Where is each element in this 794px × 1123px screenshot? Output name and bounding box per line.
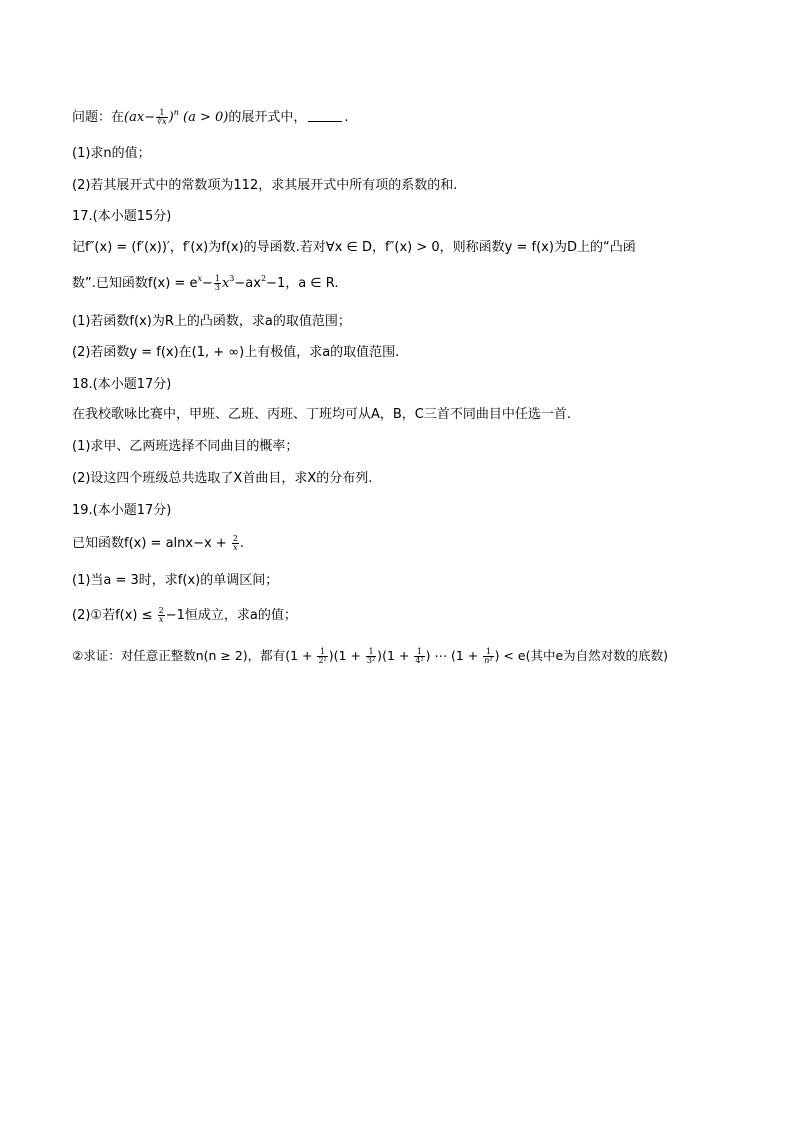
q19-term2-open: (1 + (333, 648, 365, 663)
q19-frac-den: x (233, 543, 238, 552)
q16-exponent: n (173, 108, 179, 117)
q17-line2-exp: x (197, 274, 202, 283)
q17-line2-e: −1，a ∈ R. (266, 276, 339, 291)
q19-term3-num: 1 (414, 648, 424, 657)
q17-line2-b: − (201, 276, 213, 291)
q19-fraction (232, 535, 239, 552)
q19-term2-close: ) (377, 648, 383, 663)
q17-line2-a: 数”.已知函数f(x) = e (72, 276, 198, 291)
q16-expr-end: ) (168, 110, 174, 125)
q16-part2: (2)若其展开式中的常数项为112，求其展开式中所有项的系数的和. (72, 178, 458, 193)
q19-term4-den: n² (484, 656, 493, 665)
q19-term3-fraction (414, 648, 424, 665)
q19-term2-fraction (366, 648, 376, 665)
q17-line2-exp2: 3 (229, 274, 235, 283)
q19-part3-prefix: ②求证：对任意正整数n(n ≥ 2)，都有 (72, 648, 286, 663)
q17-part1: (1)若函数f(x)为R上的凸函数，求a的取值范围； (72, 314, 351, 329)
q17-line2 (72, 274, 752, 292)
q19-part2-a: (2)①若f(x) ≤ (72, 608, 157, 623)
q19-term1-close: ) (328, 648, 334, 663)
q19-header: 19.(本小题17分) (72, 503, 172, 518)
q18-line1: 在我校歌咏比赛中，甲班、乙班、丙班、丁班均可从A，B，C三首不同曲目中任选一首. (72, 407, 572, 422)
q19-part3-end: < e(其中e为自然对数的底数) (499, 648, 669, 663)
q17-frac-den: 3 (214, 283, 220, 292)
q19-part3 (72, 648, 752, 665)
q18-part2: (2)设这四个班级总共选取了X首曲目，求X的分布列. (72, 471, 373, 486)
q17-line2-exp3: 2 (260, 274, 267, 283)
q16-answer-blank (308, 111, 342, 122)
q19-term3-close: ) (425, 648, 431, 663)
q19-term1-den: 2² (318, 656, 327, 665)
q19-dots: ⋯ (430, 648, 451, 663)
q19-term1-fraction (317, 648, 327, 665)
q18-part1: (1)求甲、乙两班选择不同曲目的概率； (72, 439, 299, 454)
q19-part1: (1)当a = 3时，求f(x)的单调区间； (72, 573, 279, 588)
q19-part2-frac-den: x (158, 615, 164, 624)
q19-frac-num: 2 (232, 534, 238, 543)
q16-problem-line (72, 108, 752, 126)
q19-part2-b: −1恒成立，求a的值； (165, 608, 297, 623)
q19-term1-open: (1 + (285, 648, 317, 663)
q19-term2-den: 3² (366, 656, 376, 665)
q16-frac-num: 1 (156, 109, 168, 118)
q17-line2-c: x (221, 276, 230, 291)
q17-line2-d: −ax (234, 276, 261, 291)
q16-fraction (156, 109, 168, 126)
q19-term4-fraction (483, 648, 493, 665)
q19-term4-close: ) (494, 648, 500, 663)
q16-problem-prefix: 问题：在 (72, 110, 125, 125)
q17-frac-num: 1 (214, 274, 220, 283)
q17-fraction (214, 275, 221, 292)
q16-frac-den: ∛x (157, 117, 167, 126)
q19-part2 (72, 607, 752, 624)
q19-term3-open: (1 + (382, 648, 414, 663)
q19-part2-fraction (158, 607, 165, 624)
q18-header: 18.(本小题17分) (72, 377, 172, 392)
q19-line1 (72, 535, 752, 552)
q19-part2-frac-num: 2 (158, 606, 164, 615)
q19-line1-a: 已知函数f(x) = alnx−x + (72, 536, 231, 551)
q16-period: . (344, 110, 349, 125)
q16-part1: (1)求n的值； (72, 146, 151, 161)
q16-condition: (a > 0) (178, 110, 229, 125)
q19-term2-num: 1 (366, 648, 376, 657)
q19-term3-den: 4² (415, 656, 424, 665)
q17-part2: (2)若函数y = f(x)在(1, + ∞)上有极值，求a的取值范围. (72, 345, 400, 360)
q17-line1: 记f″(x) = (f′(x))′，f′(x)为f(x)的导函数.若对∀x ∈ D，f″(x) > 0，则称函数y = f(x)为D上的“凸函 (72, 240, 636, 255)
q19-term4-open: (1 + (450, 648, 483, 663)
q17-header: 17.(本小题15分) (72, 209, 172, 224)
q16-problem-suffix: 的展开式中， (228, 110, 307, 125)
q16-expr-start: (ax− (124, 110, 156, 125)
q19-term1-num: 1 (317, 648, 327, 657)
q19-line1-end: . (239, 536, 245, 551)
q19-term4-num: 1 (483, 648, 493, 657)
